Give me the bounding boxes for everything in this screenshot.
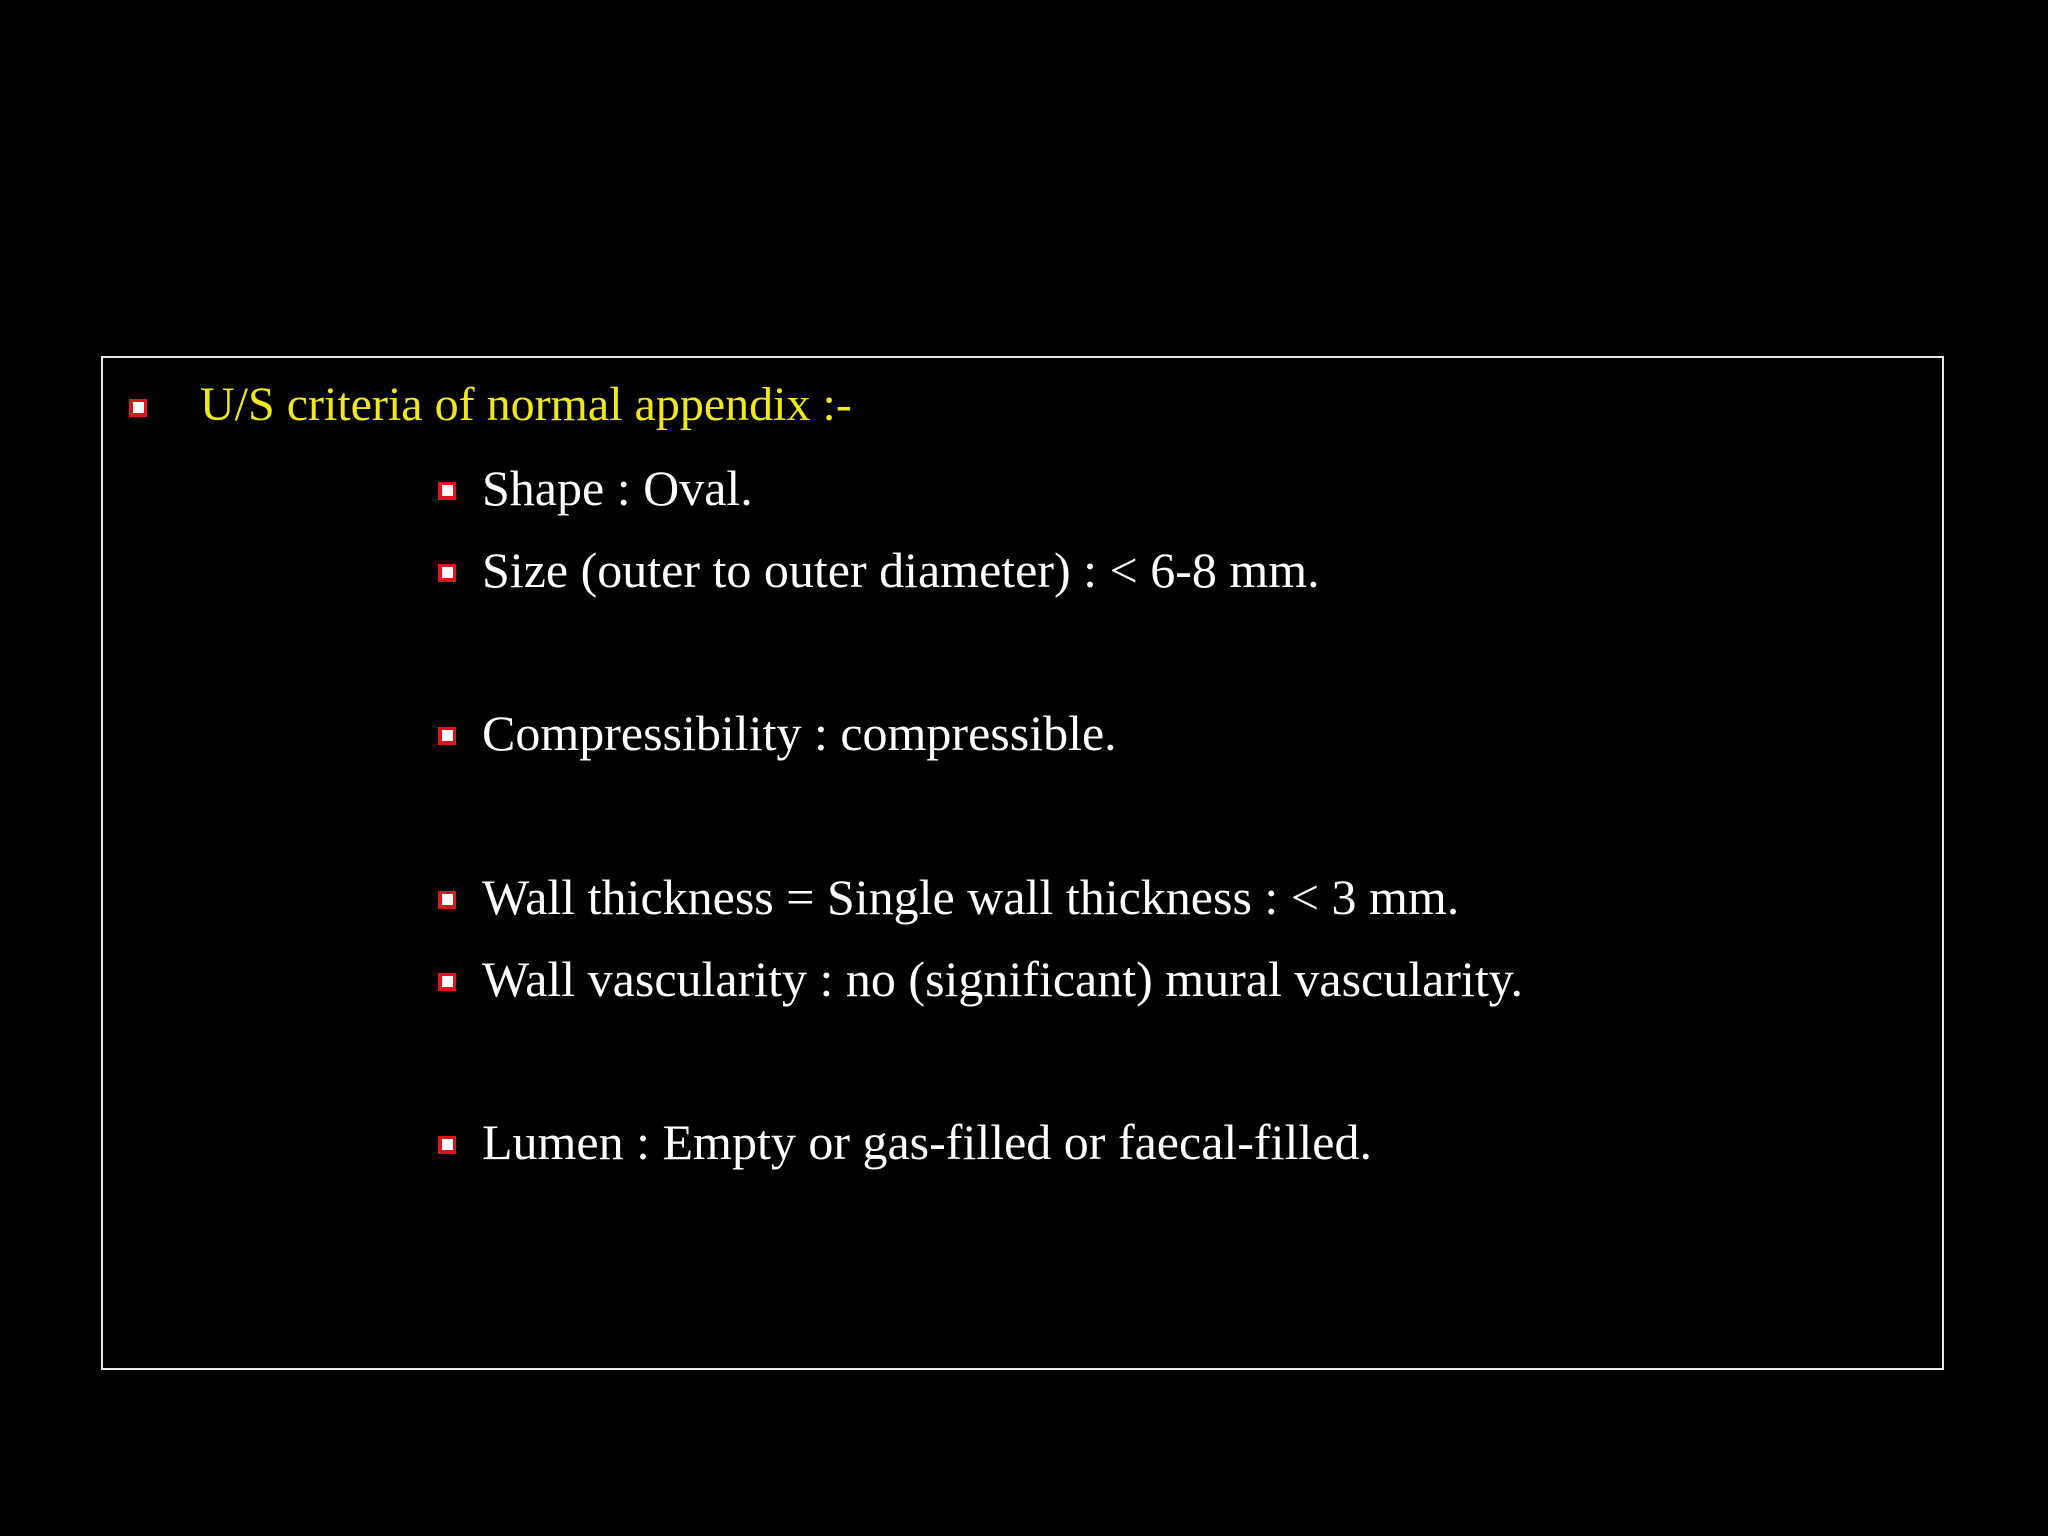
criteria-item-wall-thickness: Wall thickness = Single wall thickness : < 3 mm. <box>482 869 1460 925</box>
slide-heading: U/S criteria of normal appendix :- <box>200 378 852 431</box>
bullet-square-icon <box>435 724 459 748</box>
criteria-item-wall-vascularity: Wall vascularity : no (significant) mural vascularity. <box>482 951 1524 1007</box>
criteria-item-size: Size (outer to outer diameter) : < 6-8 mm. <box>482 542 1320 598</box>
bullet-square-icon <box>435 479 459 503</box>
bullet-square-icon <box>435 561 459 585</box>
bullet-square-icon <box>435 970 459 994</box>
bullet-square-icon <box>126 396 150 420</box>
bullet-square-icon <box>435 1133 459 1157</box>
criteria-item-compressibility: Compressibility : compressible. <box>482 705 1117 761</box>
bullet-square-icon <box>435 888 459 912</box>
content-frame <box>101 356 1944 1370</box>
criteria-item-lumen: Lumen : Empty or gas-filled or faecal-filled. <box>482 1114 1372 1170</box>
criteria-item-shape: Shape : Oval. <box>482 460 753 516</box>
